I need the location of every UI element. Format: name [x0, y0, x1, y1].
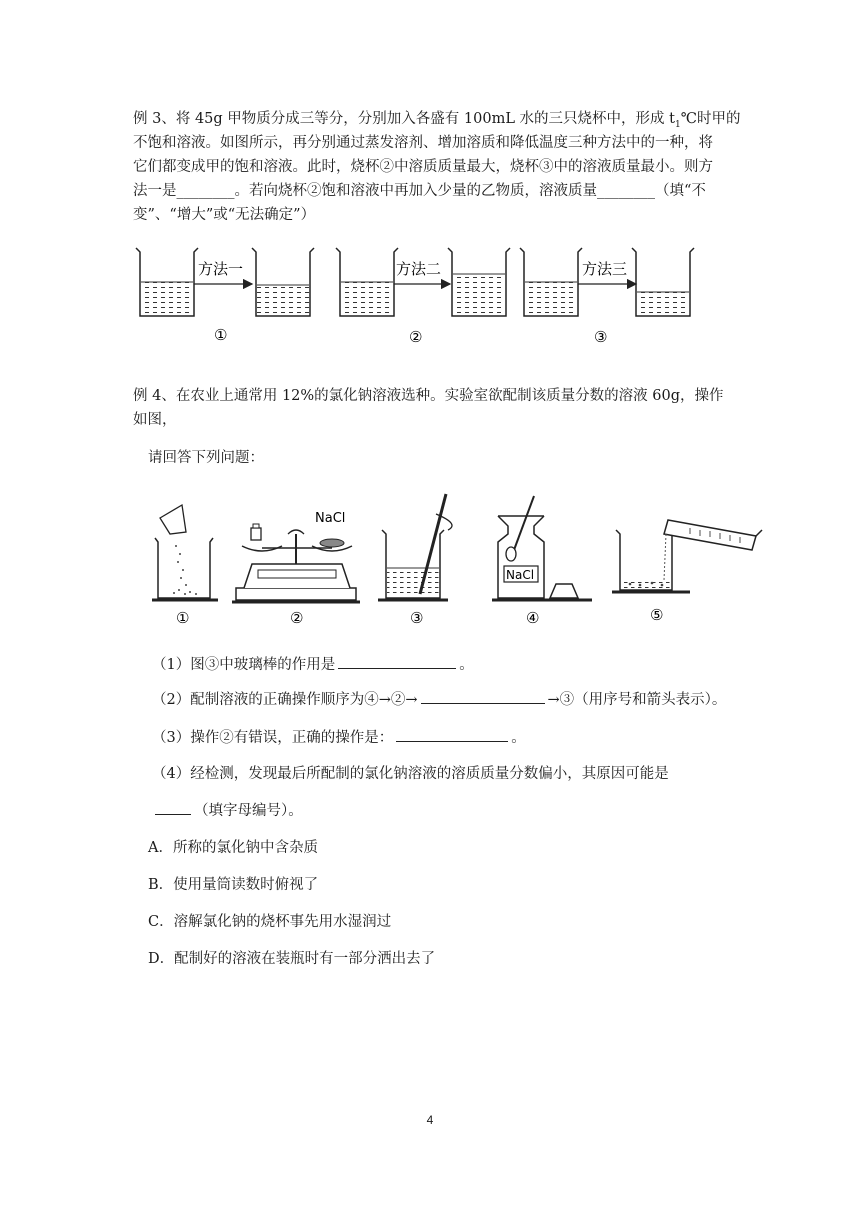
beaker-2b: [448, 248, 510, 316]
question-4-cont: [155, 799, 303, 820]
beaker-3b: [632, 248, 694, 316]
option-d: D．配制好的溶液在装瓶时有一部分洒出去了: [148, 951, 436, 967]
circle-label-3: ③: [594, 328, 608, 346]
circle-label-1: ①: [214, 326, 228, 344]
question-3: [152, 726, 526, 747]
circle-label-2: ②: [409, 328, 423, 346]
question-1-text: （1）图③中玻璃棒的作用是: [152, 657, 336, 673]
step-5-pour-water: [612, 520, 762, 592]
answer-blank-2[interactable]: [421, 689, 545, 704]
page-number: 4: [426, 1113, 434, 1127]
ex3-line-2: 不饱和溶液。如图所示，再分别通过蒸发溶剂、增加溶质和降低温度三种方法中的一种，将: [133, 135, 713, 151]
ex3-line-5: 变”、“增大”或“无法确定”）: [133, 207, 316, 223]
ex3-line-3: 它们都变成甲的饱和溶液。此时，烧杯②中溶质质量最大，烧杯③中的溶液质量最小。则方: [133, 159, 713, 175]
step-2-balance: [232, 524, 360, 602]
method-2-label: 方法二: [396, 260, 442, 278]
answer-blank-3[interactable]: [396, 727, 508, 742]
step-3-stir: [378, 494, 452, 600]
ex3-line-4: 法一是________。若向烧杯②饱和溶液中再加入少量的乙物质，溶液质量________（填“不: [133, 183, 706, 199]
beaker-1b: [252, 248, 314, 316]
step-label-2: ②: [290, 609, 304, 627]
step-label-1: ①: [176, 609, 190, 627]
question-2-text: （2）配制溶液的正确操作顺序为④→②→: [152, 692, 418, 708]
step-label-5: ⑤: [650, 606, 664, 624]
ex3-subscript: 1: [675, 119, 681, 130]
ex4-prompt: 请回答下列问题：: [148, 450, 264, 466]
option-a: A．所称的氯化钠中含杂质: [148, 840, 318, 856]
question-4-end: （填字母编号）。: [194, 803, 303, 819]
answer-blank-4[interactable]: [155, 800, 191, 815]
answer-blank-1[interactable]: [338, 654, 456, 669]
nacl-label-balance: NaCl: [315, 511, 346, 526]
procedure-figure: [0, 490, 860, 630]
nacl-label-bottle: NaCl: [506, 568, 535, 582]
beaker-2a: [336, 248, 398, 316]
step-label-3: ③: [410, 609, 424, 627]
ex4-line-2: 如图，: [133, 412, 177, 428]
ex3-line-1: [133, 107, 740, 130]
step-4-reagent-bottle: [492, 496, 592, 600]
question-2-end: →③（用序号和箭头表示）。: [547, 692, 727, 708]
beaker-3a: [520, 248, 582, 316]
option-c: C．溶解氯化钠的烧杯事先用水湿润过: [148, 914, 392, 930]
question-2: [152, 688, 726, 709]
ex4-line-1: 例 4、在农业上通常用 12%的氯化钠溶液选种。实验室欲配制该质量分数的溶液 60g，操作: [133, 388, 724, 404]
option-b: B．使用量筒读数时俯视了: [148, 877, 319, 893]
question-4: （4）经检测，发现最后所配制的氯化钠溶液的溶质质量分数偏小，其原因可能是: [152, 766, 669, 782]
ex3-line-1-text: 例 3、将 45g 甲物质分成三等分，分别加入各盛有 100mL 水的三只烧杯中，形成 t: [133, 111, 675, 127]
beaker-methods-figure: [0, 240, 860, 350]
ex3-line-1-tail: ℃时甲的: [680, 111, 741, 127]
method-1-label: 方法一: [198, 260, 244, 278]
step-label-4: ④: [526, 609, 540, 627]
question-1: [152, 653, 474, 674]
method-3-label: 方法三: [582, 260, 628, 278]
question-3-end: 。: [511, 730, 526, 746]
question-3-text: （3）操作②有错误，正确的操作是：: [152, 730, 394, 746]
step-1-add-solid: [152, 505, 218, 600]
question-1-end: 。: [459, 657, 474, 673]
beaker-1a: [136, 248, 198, 316]
